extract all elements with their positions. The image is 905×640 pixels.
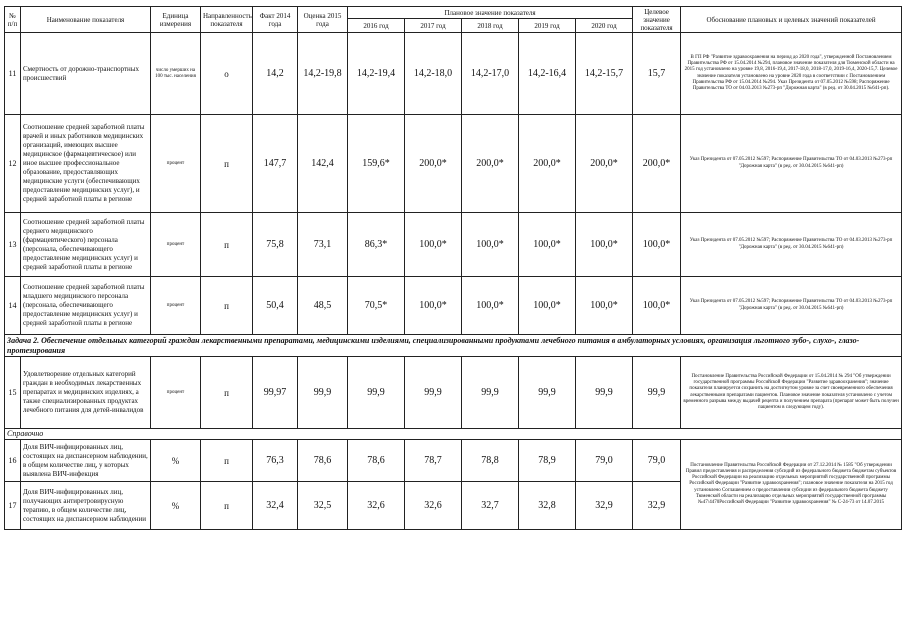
- header-estimate: Оценка 2015 года: [298, 7, 348, 33]
- plan-2016: 70,5*: [348, 277, 405, 335]
- indicator-name: Удовлетворение отдельных категорий граждан в необходимых лекарственных препаратах и медицинских изделиях, а также специализированных продуктах лечебного питания для детей-инвалидов: [21, 357, 151, 429]
- plan-2017: 32,6: [405, 482, 462, 530]
- indicator-direction: п: [201, 277, 253, 335]
- basis-text: Указ Президента от 07.05.2012 №597; Распоряжение Правительства ТО от 04.03.2013 №273-рп "Дорожная карта" (в ред. от 30.04.2015 №641-рп): [681, 213, 902, 277]
- fact-2014: 50,4: [253, 277, 298, 335]
- row-number: 13: [5, 213, 21, 277]
- plan-2020: 100,0*: [576, 277, 633, 335]
- indicator-direction: п: [201, 482, 253, 530]
- fact-2014: 14,2: [253, 33, 298, 115]
- plan-2018: 200,0*: [462, 115, 519, 213]
- target-value: 79,0: [633, 440, 681, 482]
- row-number: 14: [5, 277, 21, 335]
- plan-2020: 99,9: [576, 357, 633, 429]
- basis-text: В ГП РФ "Развитие здравоохранения на период до 2020 года", утвержденной Постановлением Правительства РФ от 15.04.2014 №294, плановое значение показателя для Тюменской области на 2015 год установлено на уровне 19,8, 2016-19,4, 2017-18,0, 2018-17,0, 2019-16,4, 2020-15,7. Целевое значение показателя установлено на уровне 2020 года в соответствии с Постановлением Правительства РФ от 15.04.2014 №294. Указ Президента от 07.05.2012 №598; Распоряжение Правительства ТО от 04.03.2013 №273-рп "Дорожная карта" (в ред. от 30.04.2015 №641-рп).: [681, 33, 902, 115]
- plan-2019: 100,0*: [519, 277, 576, 335]
- table-row: [5, 277, 902, 335]
- plan-2018: 14,2-17,0: [462, 33, 519, 115]
- header-2016: 2016 год: [348, 19, 405, 33]
- indicator-name: Доля ВИЧ-инфицированных лиц, состоящих на диспансерном наблюдении, в общем количестве лиц, у которых выявлена ВИЧ-инфекция: [21, 440, 151, 482]
- plan-2016: 159,6*: [348, 115, 405, 213]
- fact-2014: 76,3: [253, 440, 298, 482]
- plan-2019: 14,2-16,4: [519, 33, 576, 115]
- plan-2019: 78,9: [519, 440, 576, 482]
- estimate-2015: 73,1: [298, 213, 348, 277]
- target-value: 200,0*: [633, 115, 681, 213]
- plan-2018: 32,7: [462, 482, 519, 530]
- target-value: 99,9: [633, 357, 681, 429]
- basis-text: Указ Президента от 07.05.2012 №597; Распоряжение Правительства ТО от 04.03.2013 №273-рп "Дорожная карта" (в ред. от 30.04.2015 №641-рп): [681, 115, 902, 213]
- row-number: 11: [5, 33, 21, 115]
- fact-2014: 147,7: [253, 115, 298, 213]
- header-planned: Плановое значение показателя: [348, 7, 633, 19]
- indicator-direction: п: [201, 357, 253, 429]
- fact-2014: 75,8: [253, 213, 298, 277]
- header-2020: 2020 год: [576, 19, 633, 33]
- indicator-name: Соотношение средней заработной платы врачей и иных работников медицинских организаций, имеющих высшее медицинское (фармацевтическое) или иное высшее профессиональное образование, предоставляющих медицинские услуги (обеспечивающих предоставление медицинских услуг), и средней заработной платы в регионе: [21, 115, 151, 213]
- plan-2019: 99,9: [519, 357, 576, 429]
- plan-2017: 200,0*: [405, 115, 462, 213]
- indicator-unit: процент: [151, 357, 201, 429]
- plan-2016: 14,2-19,4: [348, 33, 405, 115]
- estimate-2015: 99,9: [298, 357, 348, 429]
- plan-2017: 14,2-18,0: [405, 33, 462, 115]
- estimate-2015: 32,5: [298, 482, 348, 530]
- indicator-name: Доля ВИЧ-инфицированных лиц, получающих антиретровирусную терапию, в общем количестве лиц, состоящих на диспансерном наблюдении: [21, 482, 151, 530]
- plan-2017: 78,7: [405, 440, 462, 482]
- plan-2020: 14,2-15,7: [576, 33, 633, 115]
- indicator-direction: п: [201, 115, 253, 213]
- target-value: 100,0*: [633, 213, 681, 277]
- header-basis: Обоснование плановых и целевых значений показателей: [681, 7, 902, 33]
- target-value: 100,0*: [633, 277, 681, 335]
- table-row: [5, 115, 902, 213]
- estimate-2015: 48,5: [298, 277, 348, 335]
- plan-2020: 32,9: [576, 482, 633, 530]
- target-value: 15,7: [633, 33, 681, 115]
- reference-heading: Справочно: [5, 429, 902, 440]
- plan-2017: 100,0*: [405, 277, 462, 335]
- header-direction: Направленность показателя: [201, 7, 253, 33]
- header-2017: 2017 год: [405, 19, 462, 33]
- indicator-direction: п: [201, 440, 253, 482]
- plan-2016: 32,6: [348, 482, 405, 530]
- indicator-unit: процент: [151, 115, 201, 213]
- indicator-unit: %: [151, 440, 201, 482]
- header-2019: 2019 год: [519, 19, 576, 33]
- header-target: Целевое значение показателя: [633, 7, 681, 33]
- indicator-unit: число умерших на 100 тыс. населения: [151, 33, 201, 115]
- indicator-direction: п: [201, 213, 253, 277]
- estimate-2015: 14,2-19,8: [298, 33, 348, 115]
- indicators-table: [4, 6, 902, 530]
- plan-2016: 99,9: [348, 357, 405, 429]
- plan-2018: 78,8: [462, 440, 519, 482]
- basis-text: Постановление Правительства Российской Федерации от 15.04.2014 № 294 "Об утверждении государственной программы Российской Федерации "Развитие здравоохранения"; значение показателя планируется сохранить на достигнутом уровне за счет своевременного обеспечения лекарственными препаратами пациентов. Плановое значение показателя установлено с учетом временного разрыва между выдачей рецепта и получением препарата (препарат может быть получен пациентом в следующем году).: [681, 357, 902, 429]
- plan-2019: 200,0*: [519, 115, 576, 213]
- header-no: № п/п: [5, 7, 21, 33]
- plan-2016: 78,6: [348, 440, 405, 482]
- plan-2018: 99,9: [462, 357, 519, 429]
- plan-2020: 79,0: [576, 440, 633, 482]
- basis-text: Указ Президента от 07.05.2012 №597; Распоряжение Правительства ТО от 04.03.2013 №273-рп "Дорожная карта" (в ред. от 30.04.2015 №641-рп): [681, 277, 902, 335]
- plan-2018: 100,0*: [462, 277, 519, 335]
- indicator-name: Смертность от дорожно-транспортных происшествий: [21, 33, 151, 115]
- plan-2017: 100,0*: [405, 213, 462, 277]
- plan-2019: 32,8: [519, 482, 576, 530]
- row-number: 12: [5, 115, 21, 213]
- indicator-unit: %: [151, 482, 201, 530]
- plan-2020: 200,0*: [576, 115, 633, 213]
- plan-2019: 100,0*: [519, 213, 576, 277]
- header-name: Наименование показателя: [21, 7, 151, 33]
- task-2-heading: Задача 2. Обеспечение отдельных категорий граждан лекарственными препаратами, медицинскими изделиями, специализированными продуктами лечебного питания в амбулаторных условиях, организация льготного зубо-, слухо-, глазо- протезирования: [5, 335, 902, 357]
- indicator-name: Соотношение средней заработной платы среднего медицинского (фармацевтического) персонала (персонала, обеспечивающего предоставление медицинских услуг) и средней заработной платы в регионе: [21, 213, 151, 277]
- basis-text: Постановление Правительства Российской Федерации от 27.12.2014 № 1585 "Об утверждении Правил предоставления и распределения субсидий из федерального бюджета бюджетам субъектов Российской Федерации на реализацию отдельных мероприятий государственной программы Российской Федерации "Развитие здравоохранения"; плановое значение показателя на 2015 год установлено Соглашением о предоставлении субсидии из федерального бюджета бюджету Тюменской области на реализацию отдельных мероприятий государственной программы №47\4470Российской Федерации "Развитие здравоохранения" № С-24-73 от 14.07.2015: [681, 440, 902, 530]
- row-number: 16: [5, 440, 21, 482]
- plan-2016: 86,3*: [348, 213, 405, 277]
- plan-2018: 100,0*: [462, 213, 519, 277]
- table-row: [5, 440, 902, 482]
- estimate-2015: 78,6: [298, 440, 348, 482]
- row-number: 17: [5, 482, 21, 530]
- indicator-unit: процент: [151, 277, 201, 335]
- table-row: [5, 33, 902, 115]
- header-fact: Факт 2014 года: [253, 7, 298, 33]
- target-value: 32,9: [633, 482, 681, 530]
- indicator-unit: процент: [151, 213, 201, 277]
- fact-2014: 32,4: [253, 482, 298, 530]
- plan-2017: 99,9: [405, 357, 462, 429]
- indicator-name: Соотношение средней заработной платы младшего медицинского персонала (персонала, обеспечивающего предоставление медицинских услуг) и средней заработной платы в регионе: [21, 277, 151, 335]
- indicator-direction: о: [201, 33, 253, 115]
- estimate-2015: 142,4: [298, 115, 348, 213]
- table-row: [5, 213, 902, 277]
- table-row: [5, 357, 902, 429]
- fact-2014: 99,97: [253, 357, 298, 429]
- row-number: 15: [5, 357, 21, 429]
- header-unit: Единица измерения: [151, 7, 201, 33]
- header-2018: 2018 год: [462, 19, 519, 33]
- plan-2020: 100,0*: [576, 213, 633, 277]
